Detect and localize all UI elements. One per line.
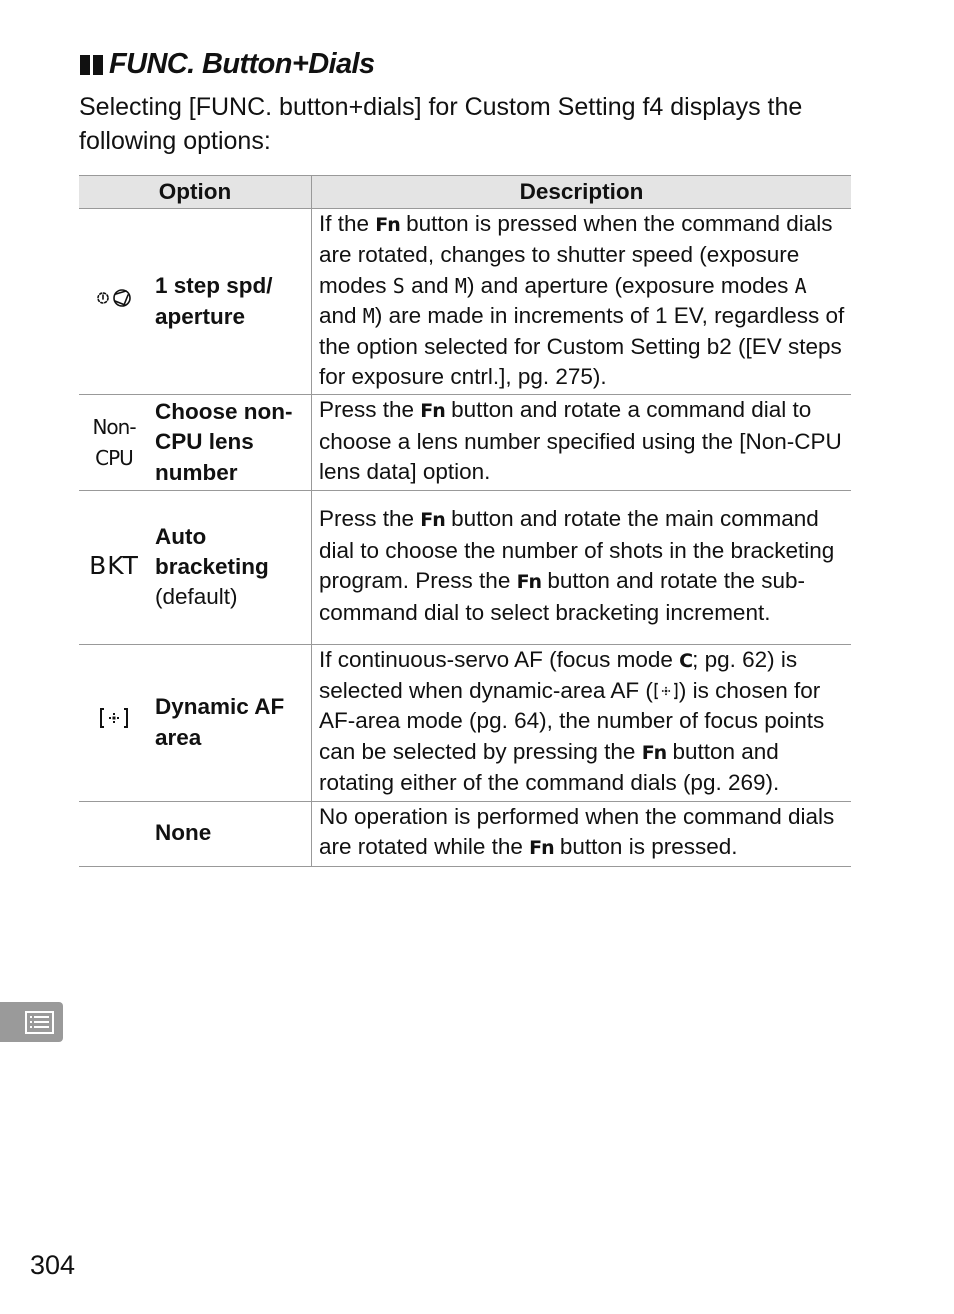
header-option: Option [79,176,312,209]
table-row [79,644,851,801]
dynamic-af-area-inline-icon [653,681,679,701]
option-description: If continuous-servo AF (focus mode C; pg. 62) is selected when dynamic-area AF ( ) is chosen for AF-area mode (pg. 64), the number of focus points can be selected by pressing the Fn button and rotating either of the command dials (pg. 269). [312,644,852,801]
fn-button-icon: Fn [641,741,667,764]
section-tab[interactable] [0,1002,63,1042]
option-name: Choose non-CPU lens number [149,395,312,490]
intro-paragraph: Selecting [FUNC. button+dials] for Custom Setting f4 displays the following options: [79,93,803,155]
option-name: None [149,801,312,866]
section-heading [80,48,375,81]
mode-a-icon: A [794,273,807,298]
row-icon-cell [79,644,149,801]
fn-button-icon: Fn [516,571,542,594]
table-row [79,395,851,490]
mode-m-icon: M [362,304,375,329]
non-cpu-icon: Non-CPU [92,415,136,470]
options-table [79,175,851,867]
fn-button-icon: Fn [420,400,445,423]
default-label: (default) [155,584,238,610]
mode-s-icon: S [392,273,405,298]
option-description: Press the Fn button and rotate a command dial to choose a lens number specified using the [Non-CPU lens data] option. [312,395,852,490]
fn-button-icon: Fn [420,509,445,532]
bkt-icon: BKT [89,551,139,581]
table-header-row [79,176,851,209]
page-number: 304 [30,1250,76,1280]
option-name: 1 step spd/ aperture [149,209,312,395]
row-icon-cell [79,209,149,395]
mode-m-icon: M [454,273,467,298]
row-icon-cell [79,490,149,644]
heading-marker-icon [80,55,103,75]
section-title: FUNC. Button+Dials [109,48,375,80]
shutter-aperture-icon [94,287,134,309]
table-row [79,490,851,644]
header-description: Description [312,176,852,209]
row-icon-cell [79,801,149,866]
custom-settings-menu-icon [0,1002,63,1042]
option-description: If the Fn button is pressed when the command dials are rotated, changes to shutter speed (exposure modes S and M) and aperture (exposure modes A and M) are made in increments of 1 EV, regardless of the option selected for Custom Setting b2 ([EV steps for exposure cntrl.], pg. 275). [312,209,852,395]
table-row [79,209,851,395]
table-row [79,801,851,866]
option-description: No operation is performed when the command dials are rotated while the Fn button is pressed. [312,801,852,866]
fn-button-icon: Fn [375,214,400,236]
row-icon-cell [79,395,149,490]
fn-button-icon: Fn [529,837,554,860]
option-name: Dynamic AF area [149,644,312,801]
option-name: Auto bracketing (default) [149,490,312,644]
option-description: Press the Fn button and rotate the main command dial to choose the number of shots in the bracketing program. Press the Fn button and rotate the sub-command dial to select bracketing increment. [312,490,852,644]
focus-mode-c-icon: C [679,649,693,672]
dynamic-af-area-icon [98,706,130,730]
